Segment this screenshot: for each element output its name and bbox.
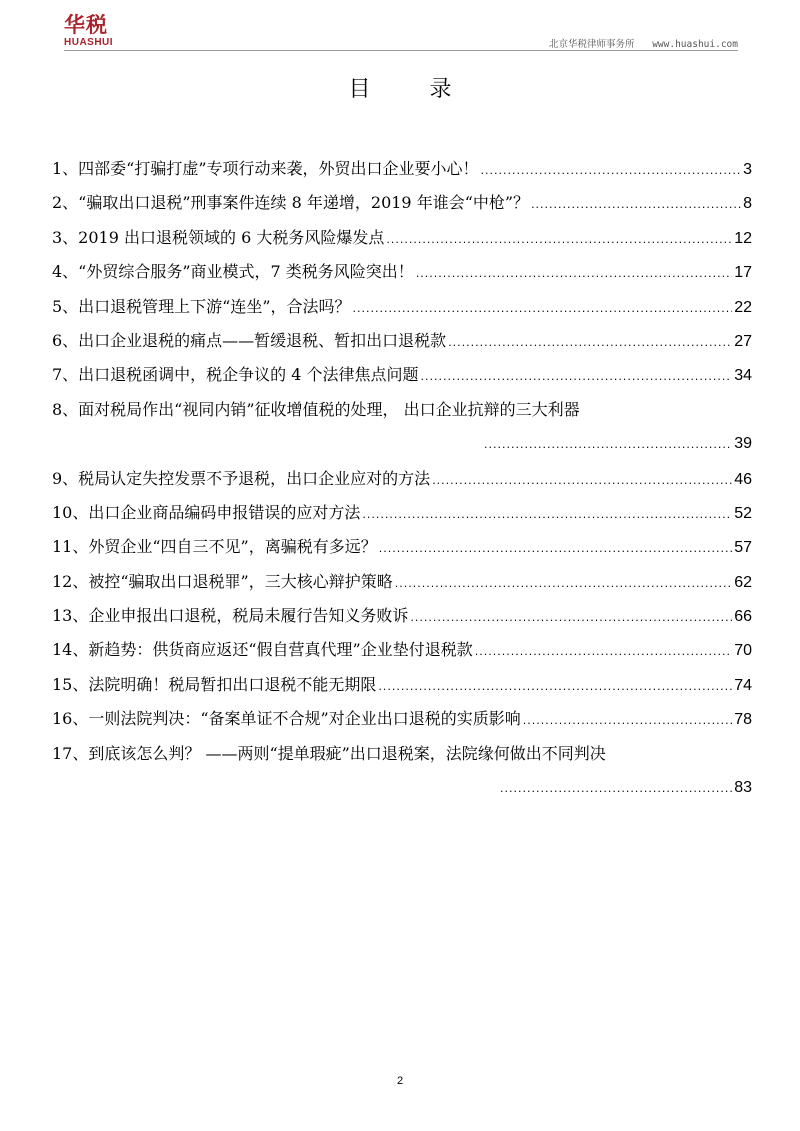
toc-entry-page: 17 — [734, 264, 752, 282]
toc-entry-page: 12 — [734, 229, 752, 247]
toc-entry-title: 15、法院明确！税局暂扣出口退税不能无期限 — [52, 674, 377, 694]
toc-entry-page: 62 — [734, 573, 752, 591]
toc-leader-dots — [416, 263, 732, 285]
toc-leader-dots — [378, 676, 732, 698]
toc-leader-dots — [362, 504, 732, 526]
page-number: 2 — [396, 1075, 404, 1087]
toc-entry-title: 11、外贸企业“四自三不见”，离骗税有多远？ — [52, 537, 377, 557]
toc-leader-dots — [379, 538, 732, 560]
toc-entry-title: 14、新趋势：供货商应返还“假自营真代理”企业垫付退税款 — [52, 640, 473, 660]
toc-entry-title: 16、一则法院判决：“备案单证不合规”对企业出口退税的实质影响 — [52, 709, 521, 729]
toc-entry-title: 7、出口退税函调中，税企争议的 4 个法律焦点问题 — [52, 365, 419, 385]
toc-entry-page: 3 — [743, 161, 752, 178]
toc-entry-title: 17、到底该怎么判？ ——两则“提单瑕疵”出口退税案，法院缘何做出不同判决 — [52, 743, 606, 763]
toc-entry[interactable] — [52, 605, 752, 639]
toc-leader-dots — [500, 778, 732, 800]
huashui-logo — [64, 14, 113, 48]
header-divider — [64, 50, 738, 51]
toc-entry[interactable] — [52, 674, 752, 708]
toc-entry[interactable] — [52, 364, 752, 398]
toc-leader-dots — [432, 470, 732, 492]
logo-english-text: HUASHUI — [64, 37, 114, 48]
toc-entry-title: 10、出口企业商品编码申报错误的应对方法 — [52, 502, 361, 522]
toc-entry-title: 12、被控“骗取出口退税罪”，三大核心辩护策略 — [52, 571, 393, 591]
toc-entry-page: 34 — [734, 367, 752, 385]
toc-leader-dots — [531, 194, 741, 216]
toc-entry-title: 6、出口企业退税的痛点——暂缓退税、暂扣出口退税款 — [52, 330, 447, 350]
toc-entry-page: 46 — [734, 470, 752, 488]
toc-entry[interactable] — [52, 192, 752, 226]
toc-entry-page: 74 — [734, 676, 752, 694]
toc-leader-dots — [386, 229, 732, 251]
toc-entry-page: 57 — [734, 539, 752, 557]
toc-entry[interactable] — [52, 261, 752, 295]
toc-entry[interactable] — [52, 708, 752, 742]
toc-leader-dots — [481, 160, 742, 182]
toc-entry-title: 13、企业申报出口退税，税局未履行告知义务败诉 — [52, 606, 409, 626]
toc-entry-title: 3、2019 出口退税领域的 6 大税务风险爆发点 — [52, 227, 385, 247]
toc-leader-dots — [410, 607, 732, 629]
toc-entry-page: 8 — [743, 195, 752, 213]
toc-entry[interactable] — [52, 502, 752, 536]
toc-entry-page: 22 — [734, 298, 752, 316]
toc-leader-dots — [523, 710, 732, 732]
toc-entry[interactable] — [52, 571, 752, 605]
toc-entry-page: 78 — [734, 711, 752, 729]
toc-entry-title: 4、“外贸综合服务”商业模式，7 类税务风险突出！ — [52, 262, 414, 282]
toc-entry-title: 8、面对税局作出“视同内销”征收增值税的处理， 出口企业抗辩的三大利器 — [52, 399, 580, 419]
toc-entry-title: 2、“骗取出口退税”刑事案件连续 8 年递增，2019 年谁会“中枪”？ — [52, 193, 530, 213]
toc-entry[interactable] — [52, 639, 752, 673]
toc-entry[interactable] — [52, 399, 752, 468]
page-header — [0, 0, 800, 52]
toc-leader-dots — [395, 573, 732, 595]
toc-entry-page: 39 — [734, 435, 752, 453]
toc-entry-page: 70 — [734, 642, 752, 660]
toc-entry-page: 83 — [734, 779, 752, 797]
toc-leader-dots — [448, 332, 732, 354]
firm-url[interactable]: www.huashui.com — [652, 39, 738, 50]
header-firm-info — [549, 36, 738, 50]
toc-leader-dots — [475, 641, 732, 663]
toc-leader-dots — [484, 434, 732, 456]
page-title: 目 录 — [348, 77, 478, 102]
firm-name: 北京华税律师事务所 — [548, 39, 635, 50]
toc-entry[interactable] — [52, 296, 752, 330]
toc-entry-title: 1、四部委“打骗打虚”专项行动来袭，外贸出口企业要小心！ — [52, 159, 479, 178]
toc-entry[interactable] — [52, 330, 752, 364]
toc-leader-dots — [353, 298, 733, 320]
toc-entry-page: 66 — [734, 608, 752, 626]
toc-entry-title: 5、出口退税管理上下游“连坐”，合法吗？ — [52, 296, 351, 316]
logo-chinese-text: 华税 — [64, 13, 108, 37]
toc-entry[interactable] — [52, 743, 752, 812]
toc-leader-dots — [421, 366, 733, 388]
toc-entry-title: 9、税局认定失控发票不予退税，出口企业应对的方法 — [52, 468, 431, 488]
toc-entry-page: 52 — [734, 504, 752, 522]
toc-entry[interactable] — [52, 468, 752, 502]
toc-entry[interactable] — [52, 536, 752, 570]
toc-entry[interactable] — [52, 227, 752, 261]
table-of-contents — [52, 158, 752, 811]
toc-entry-page: 27 — [734, 332, 752, 350]
toc-entry[interactable] — [52, 158, 752, 192]
